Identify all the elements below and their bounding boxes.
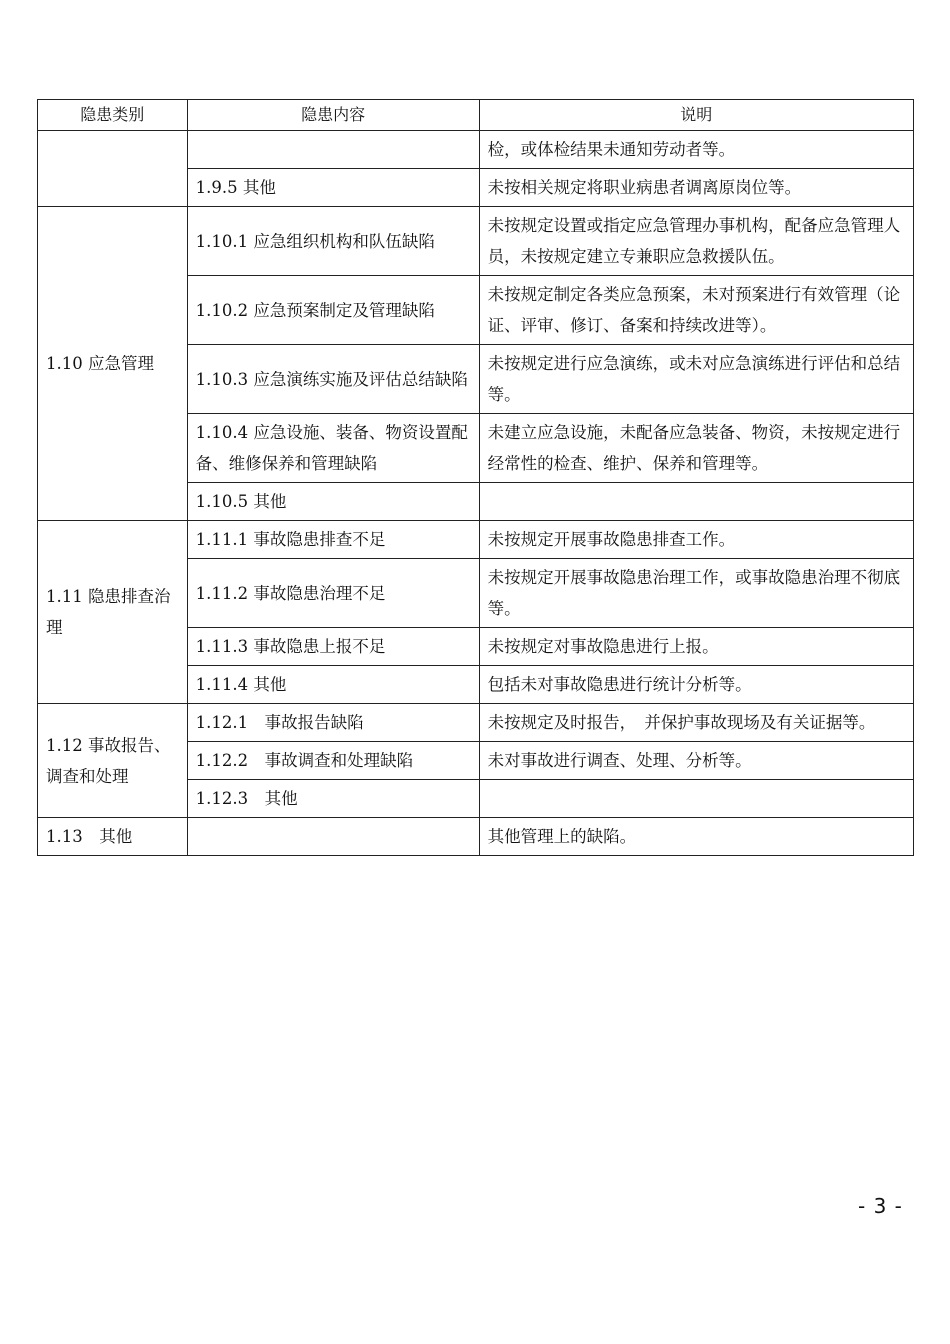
description-cell: 未建立应急设施，未配备应急装备、物资，未按规定进行经常性的检查、维护、保养和管理等。	[479, 414, 913, 483]
description-cell: 其他管理上的缺陷。	[479, 818, 913, 856]
category-cell: 1.12 事故报告、调查和处理	[38, 704, 188, 818]
description-cell	[479, 483, 913, 521]
description-cell: 未按规定制定各类应急预案，未对预案进行有效管理（论证、评审、修订、备案和持续改进等）。	[479, 276, 913, 345]
description-cell: 未按规定开展事故隐患治理工作，或事故隐患治理不彻底等。	[479, 559, 913, 628]
content-cell: 1.9.5 其他	[187, 169, 479, 207]
description-cell: 未按规定设置或指定应急管理办事机构，配备应急管理人员，未按规定建立专兼职应急救援队伍。	[479, 207, 913, 276]
content-cell: 1.12.1 事故报告缺陷	[187, 704, 479, 742]
content-cell: 1.10.2 应急预案制定及管理缺陷	[187, 276, 479, 345]
content-cell	[187, 818, 479, 856]
content-cell: 1.11.1 事故隐患排查不足	[187, 521, 479, 559]
category-cell: 1.10 应急管理	[38, 207, 188, 521]
content-cell: 1.10.1 应急组织机构和队伍缺陷	[187, 207, 479, 276]
description-cell: 未按规定对事故隐患进行上报。	[479, 628, 913, 666]
description-cell: 未对事故进行调查、处理、分析等。	[479, 742, 913, 780]
table-row	[38, 704, 914, 742]
content-cell: 1.12.3 其他	[187, 780, 479, 818]
category-cell: 1.13 其他	[38, 818, 188, 856]
header-content: 隐患内容	[187, 100, 479, 131]
hazard-table-container	[37, 99, 914, 856]
description-cell	[479, 780, 913, 818]
description-cell: 未按规定及时报告， 并保护事故现场及有关证据等。	[479, 704, 913, 742]
description-cell: 未按相关规定将职业病患者调离原岗位等。	[479, 169, 913, 207]
content-cell	[187, 131, 479, 169]
hazard-table	[37, 99, 914, 856]
content-cell: 1.10.3 应急演练实施及评估总结缺陷	[187, 345, 479, 414]
content-cell: 1.10.5 其他	[187, 483, 479, 521]
table-row	[38, 131, 914, 169]
description-cell: 检，或体检结果未通知劳动者等。	[479, 131, 913, 169]
table-row	[38, 818, 914, 856]
description-cell: 未按规定进行应急演练，或未对应急演练进行评估和总结等。	[479, 345, 913, 414]
category-cell: 1.11 隐患排查治理	[38, 521, 188, 704]
header-category: 隐患类别	[38, 100, 188, 131]
page-number: - 3 -	[858, 1194, 903, 1218]
content-cell: 1.12.2 事故调查和处理缺陷	[187, 742, 479, 780]
content-cell: 1.11.2 事故隐患治理不足	[187, 559, 479, 628]
content-cell: 1.11.3 事故隐患上报不足	[187, 628, 479, 666]
table-header-row	[38, 100, 914, 131]
content-cell: 1.10.4 应急设施、装备、物资设置配备、维修保养和管理缺陷	[187, 414, 479, 483]
table-row	[38, 207, 914, 276]
description-cell: 包括未对事故隐患进行统计分析等。	[479, 666, 913, 704]
description-cell: 未按规定开展事故隐患排查工作。	[479, 521, 913, 559]
category-cell	[38, 131, 188, 207]
table-row	[38, 521, 914, 559]
header-description: 说明	[479, 100, 913, 131]
content-cell: 1.11.4 其他	[187, 666, 479, 704]
